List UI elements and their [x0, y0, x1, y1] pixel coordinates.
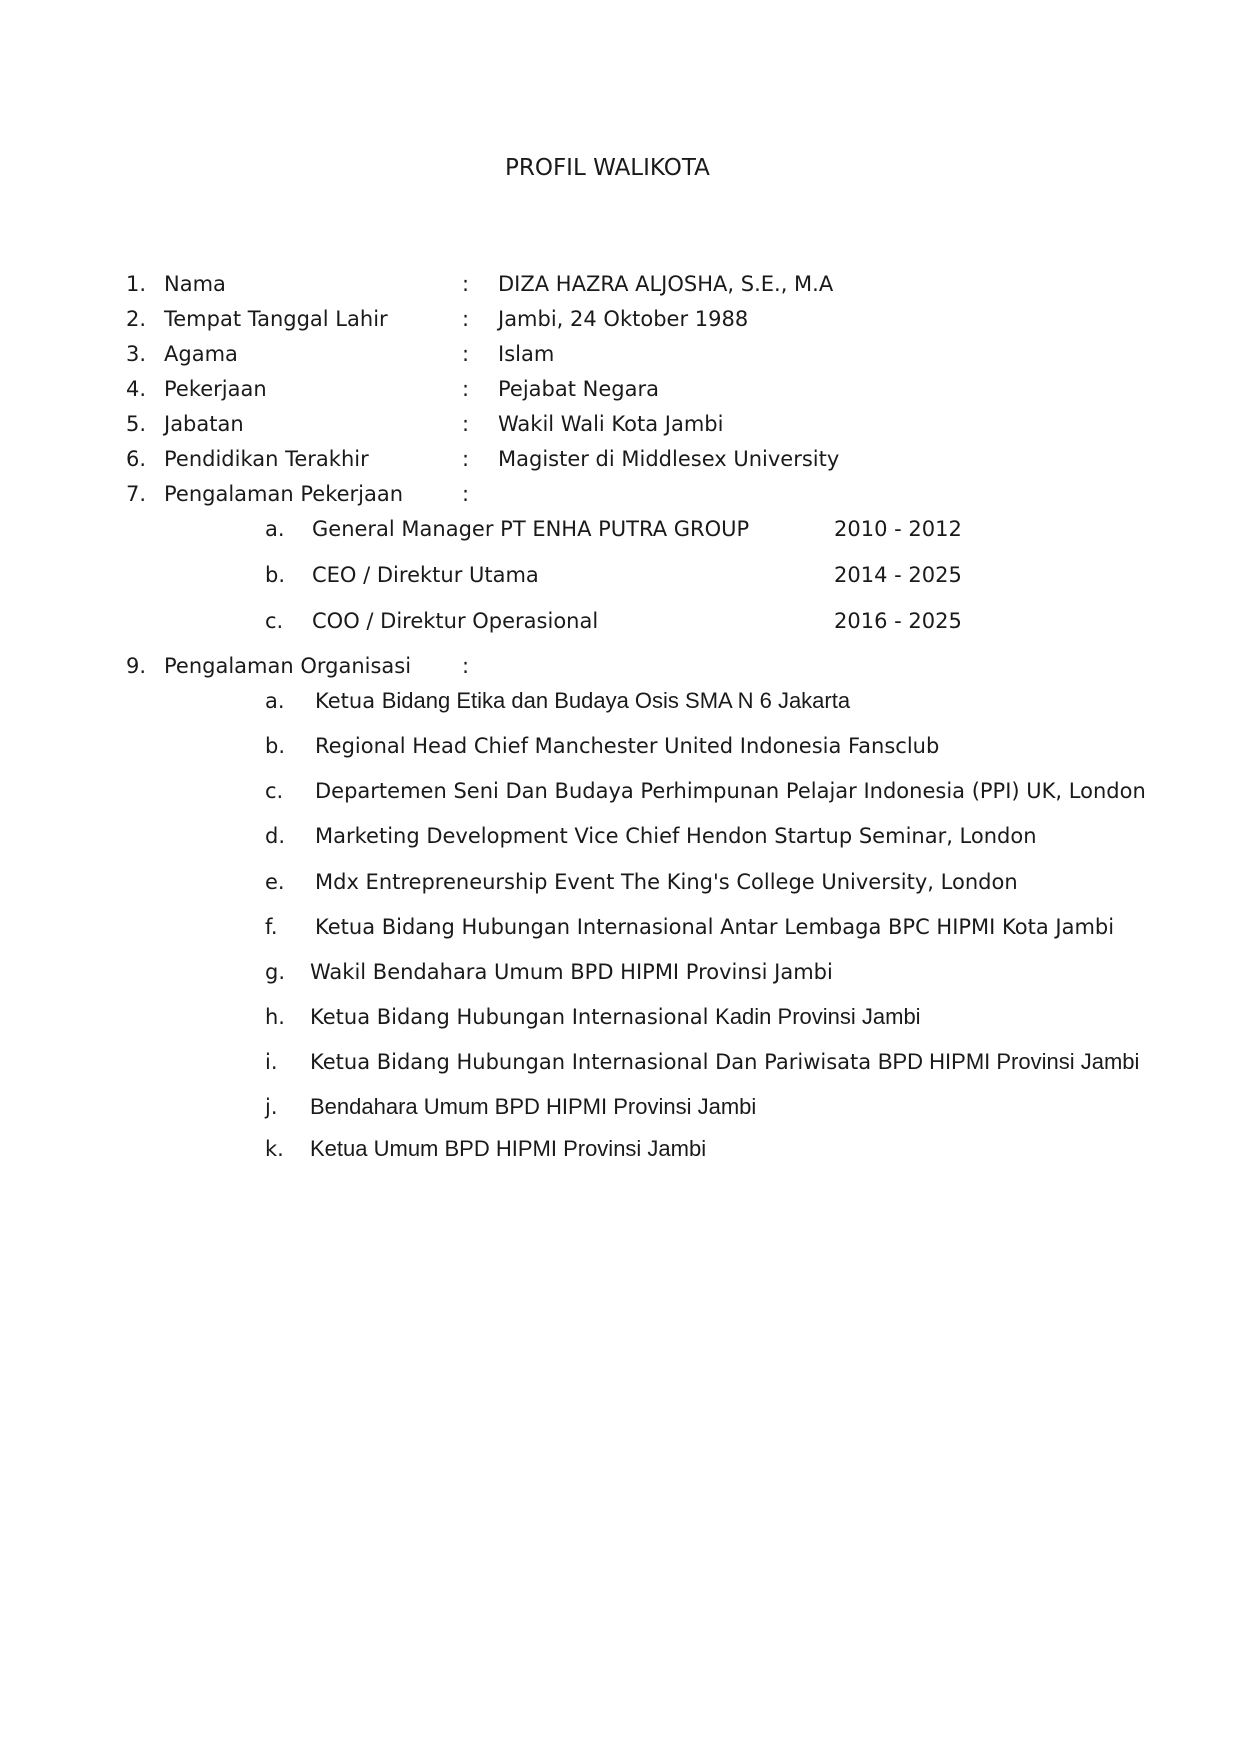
org-letter: f. [265, 915, 278, 939]
org-item [265, 688, 850, 714]
org-letter: e. [265, 870, 285, 894]
item-label: Tempat Tanggal Lahir [164, 307, 388, 331]
item-value: Pejabat Negara [498, 377, 659, 401]
org-text: Bidang Etika dan Budaya Osis SMA N 6 Jakarta [381, 688, 851, 713]
org-text: Ketua [315, 689, 382, 713]
org-item [265, 733, 939, 759]
item-label: Pekerjaan [164, 377, 267, 401]
work-years: 2010 - 2012 [834, 517, 962, 541]
org-letter: g. [265, 960, 286, 984]
item-number: 5. [126, 412, 147, 436]
work-letter: a. [265, 517, 285, 541]
org-item [265, 1136, 706, 1162]
item-value: Jambi, 24 Oktober 1988 [498, 307, 749, 331]
org-item [265, 1004, 921, 1030]
item-value: Magister di Middlesex University [498, 447, 840, 471]
item-number: 1. [126, 272, 147, 296]
item-colon: : [462, 412, 470, 436]
item-colon: : [462, 377, 470, 401]
work-text: General Manager PT ENHA PUTRA GROUP [312, 517, 750, 541]
item-label: Pengalaman Organisasi [164, 654, 412, 678]
work-years: 2014 - 2025 [834, 563, 962, 587]
org-letter: j. [265, 1095, 278, 1119]
org-text: Ketua Umum BPD HIPMI Provinsi Jambi [310, 1136, 707, 1161]
work-letter: b. [265, 563, 286, 587]
org-letter: k. [265, 1137, 284, 1161]
org-text: Mdx Entrepreneurship Event The King's College University, London [315, 870, 1018, 894]
item-label: Pengalaman Pekerjaan [164, 482, 404, 506]
org-letter: a. [265, 689, 285, 713]
org-item [265, 959, 833, 985]
org-text: Kadin Provinsi Jambi [715, 1004, 921, 1029]
item-colon: : [462, 307, 470, 331]
work-letter: c. [265, 609, 284, 633]
item-value: DIZA HAZRA ALJOSHA, S.E., M.A [498, 272, 834, 296]
org-letter: b. [265, 734, 286, 758]
org-item [265, 1094, 756, 1120]
item-label: Nama [164, 272, 226, 296]
item-number: 4. [126, 377, 147, 401]
item-number: 3. [126, 342, 147, 366]
org-text: Ketua Bidang Hubungan Internasional Antar Lembaga BPC HIPMI Kota Jambi [315, 915, 1115, 939]
org-text: Departemen Seni Dan Budaya Perhimpunan Pelajar Indonesia (PPI) UK, London [315, 779, 1146, 803]
org-text: Regional Head Chief Manchester United Indonesia Fansclub [315, 734, 940, 758]
org-letter: c. [265, 779, 284, 803]
item-colon: : [462, 272, 470, 296]
org-letter: i. [265, 1050, 278, 1074]
org-text: Wakil Bendahara Umum BPD HIPMI Provinsi Jambi [310, 960, 833, 984]
work-text: COO / Direktur Operasional [312, 609, 599, 633]
item-number: 2. [126, 307, 147, 331]
org-text: BPD HIPMI Provinsi Jambi [877, 1049, 1140, 1074]
item-colon: : [462, 482, 470, 506]
org-item [265, 914, 1114, 940]
item-number: 7. [126, 482, 147, 506]
item-colon: : [462, 342, 470, 366]
item-colon: : [462, 447, 470, 471]
item-value: Wakil Wali Kota Jambi [498, 412, 724, 436]
item-label: Pendidikan Terakhir [164, 447, 369, 471]
item-value: Islam [498, 342, 555, 366]
org-item [265, 823, 1037, 849]
org-text: Ketua Bidang Hubungan Internasional Dan Pariwisata [310, 1050, 878, 1074]
org-item [265, 778, 1146, 804]
org-text: Bendahara Umum BPD HIPMI Provinsi Jambi [310, 1094, 757, 1119]
item-colon: : [462, 654, 470, 678]
item-label: Jabatan [164, 412, 244, 436]
work-years: 2016 - 2025 [834, 609, 962, 633]
org-item [265, 1049, 1139, 1075]
org-letter: h. [265, 1005, 285, 1029]
org-text: Ketua Bidang Hubungan Internasional [310, 1005, 716, 1029]
org-text: Marketing Development Vice Chief Hendon Startup Seminar, London [315, 824, 1037, 848]
page-title: PROFIL WALIKOTA [505, 155, 710, 181]
work-text: CEO / Direktur Utama [312, 563, 539, 587]
org-item [265, 869, 1018, 895]
org-letter: d. [265, 824, 286, 848]
item-label: Agama [164, 342, 238, 366]
item-number: 9. [126, 654, 147, 678]
item-number: 6. [126, 447, 147, 471]
